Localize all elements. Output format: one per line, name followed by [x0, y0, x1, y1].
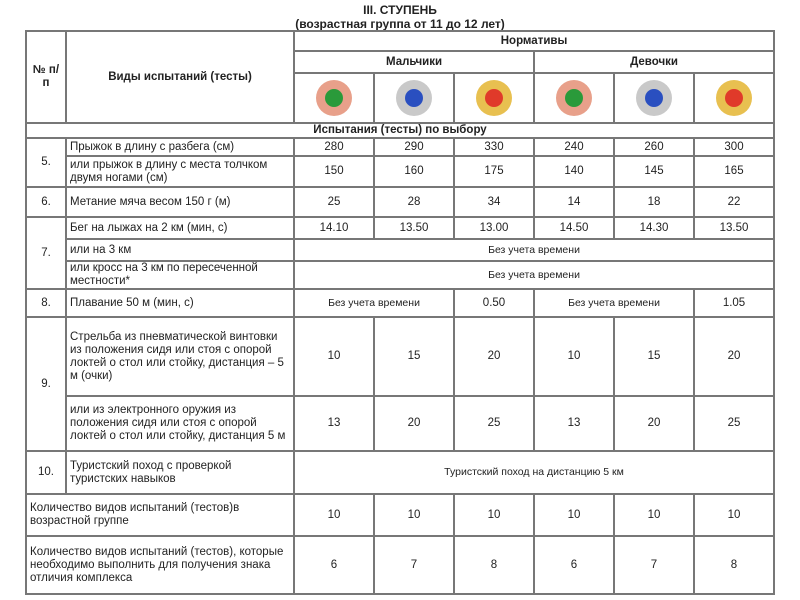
table-row	[26, 494, 774, 536]
value-cell: 25	[294, 187, 374, 217]
value-cell: 140	[534, 156, 614, 187]
value-cell: 14	[534, 187, 614, 217]
value-cell: 13	[294, 396, 374, 451]
bronze-badge-icon	[556, 80, 592, 116]
value-cell: 20	[454, 317, 534, 396]
value-cell: 145	[614, 156, 694, 187]
value-cell: 0.50	[454, 289, 534, 317]
value-cell: 34	[454, 187, 534, 217]
section-title: Испытания (тесты) по выбору	[26, 123, 774, 138]
table-row	[26, 217, 774, 239]
value-cell: 10	[294, 317, 374, 396]
value-cell: 10	[454, 494, 534, 536]
header-girls: Девочки	[534, 51, 774, 73]
header-tests: Виды испытаний (тесты)	[66, 31, 294, 123]
table-row	[26, 239, 774, 261]
badge-cell	[534, 73, 614, 123]
value-cell: 10	[694, 494, 774, 536]
silver-badge-icon	[396, 80, 432, 116]
value-cell: 10	[534, 494, 614, 536]
value-cell: 14.10	[294, 217, 374, 239]
test-label: или из электронного оружия из положения сидя или стоя с опорой локтей о стол или стойку, дистанция 5 м	[66, 396, 294, 451]
table-row	[26, 451, 774, 494]
value-cell: 7	[614, 536, 694, 594]
value-cell: 15	[374, 317, 454, 396]
page-subtitle: (возрастная группа от 11 до 12 лет)	[295, 17, 505, 31]
value-cell: 13.50	[374, 217, 454, 239]
badge-cell	[694, 73, 774, 123]
test-label: или кросс на 3 км по пересеченной местности*	[66, 261, 294, 289]
row-num: 6.	[26, 187, 66, 217]
value-cell: 18	[614, 187, 694, 217]
value-cell: 7	[374, 536, 454, 594]
table-row	[26, 187, 774, 217]
test-label: Метание мяча весом 150 г (м)	[66, 187, 294, 217]
header-norms: Нормативы	[294, 31, 774, 51]
value-cell: Без учета времени	[294, 261, 774, 289]
header-row	[26, 31, 774, 51]
value-cell: 20	[374, 396, 454, 451]
value-cell: 8	[454, 536, 534, 594]
header-boys: Мальчики	[294, 51, 534, 73]
value-cell: 10	[374, 494, 454, 536]
value-cell: 300	[694, 138, 774, 156]
table-row	[26, 156, 774, 187]
value-cell: 330	[454, 138, 534, 156]
gold-badge-icon	[716, 80, 752, 116]
table-row	[26, 536, 774, 594]
header-num: № п/п	[26, 31, 66, 123]
value-cell: 8	[694, 536, 774, 594]
value-cell: 240	[534, 138, 614, 156]
table-row	[26, 289, 774, 317]
row-num: 5.	[26, 138, 66, 187]
gold-badge-icon	[476, 80, 512, 116]
value-cell: Туристский поход на дистанцию 5 км	[294, 451, 774, 494]
test-label: Плавание 50 м (мин, с)	[66, 289, 294, 317]
value-cell: 15	[614, 317, 694, 396]
value-cell: 25	[694, 396, 774, 451]
row-num: 10.	[26, 451, 66, 494]
value-cell: 10	[534, 317, 614, 396]
row-num: 8.	[26, 289, 66, 317]
value-cell: 14.50	[534, 217, 614, 239]
standards-table	[25, 30, 775, 595]
value-cell: 6	[294, 536, 374, 594]
test-label: Прыжок в длину с разбега (см)	[66, 138, 294, 156]
value-cell: 160	[374, 156, 454, 187]
value-cell: 14.30	[614, 217, 694, 239]
total-label: Количество видов испытаний (тестов)в возрастной группе	[26, 494, 294, 536]
page-title: III. СТУПЕНЬ	[363, 3, 437, 17]
test-label: Бег на лыжах на 2 км (мин, с)	[66, 217, 294, 239]
value-cell: 28	[374, 187, 454, 217]
value-cell: 260	[614, 138, 694, 156]
badge-cell	[614, 73, 694, 123]
test-label: или на 3 км	[66, 239, 294, 261]
value-cell: Без учета времени	[534, 289, 694, 317]
bronze-badge-icon	[316, 80, 352, 116]
value-cell: 20	[694, 317, 774, 396]
value-cell: 22	[694, 187, 774, 217]
table-row	[26, 396, 774, 451]
value-cell: 175	[454, 156, 534, 187]
test-label: Стрельба из пневматической винтовки из положения сидя или стоя с опорой локтей о стол или стойку, дистанция – 5 м (очки)	[66, 317, 294, 396]
row-num: 7.	[26, 217, 66, 289]
silver-badge-icon	[636, 80, 672, 116]
value-cell: 25	[454, 396, 534, 451]
value-cell: 13	[534, 396, 614, 451]
required-label: Количество видов испытаний (тестов), которые необходимо выполнить для получения знака отличия комплекса	[26, 536, 294, 594]
badge-cell	[294, 73, 374, 123]
test-label: или прыжок в длину с места толчком двумя ногами (см)	[66, 156, 294, 187]
table-row	[26, 317, 774, 396]
test-label: Туристский поход с проверкой туристских навыков	[66, 451, 294, 494]
table-row	[26, 138, 774, 156]
value-cell: 6	[534, 536, 614, 594]
value-cell: Без учета времени	[294, 239, 774, 261]
row-num: 9.	[26, 317, 66, 451]
badge-cell	[454, 73, 534, 123]
value-cell: 150	[294, 156, 374, 187]
value-cell: 165	[694, 156, 774, 187]
table-row	[26, 261, 774, 289]
value-cell: 1.05	[694, 289, 774, 317]
value-cell: Без учета времени	[294, 289, 454, 317]
value-cell: 10	[294, 494, 374, 536]
value-cell: 13.50	[694, 217, 774, 239]
value-cell: 13.00	[454, 217, 534, 239]
badge-cell	[374, 73, 454, 123]
value-cell: 280	[294, 138, 374, 156]
value-cell: 10	[614, 494, 694, 536]
value-cell: 290	[374, 138, 454, 156]
value-cell: 20	[614, 396, 694, 451]
